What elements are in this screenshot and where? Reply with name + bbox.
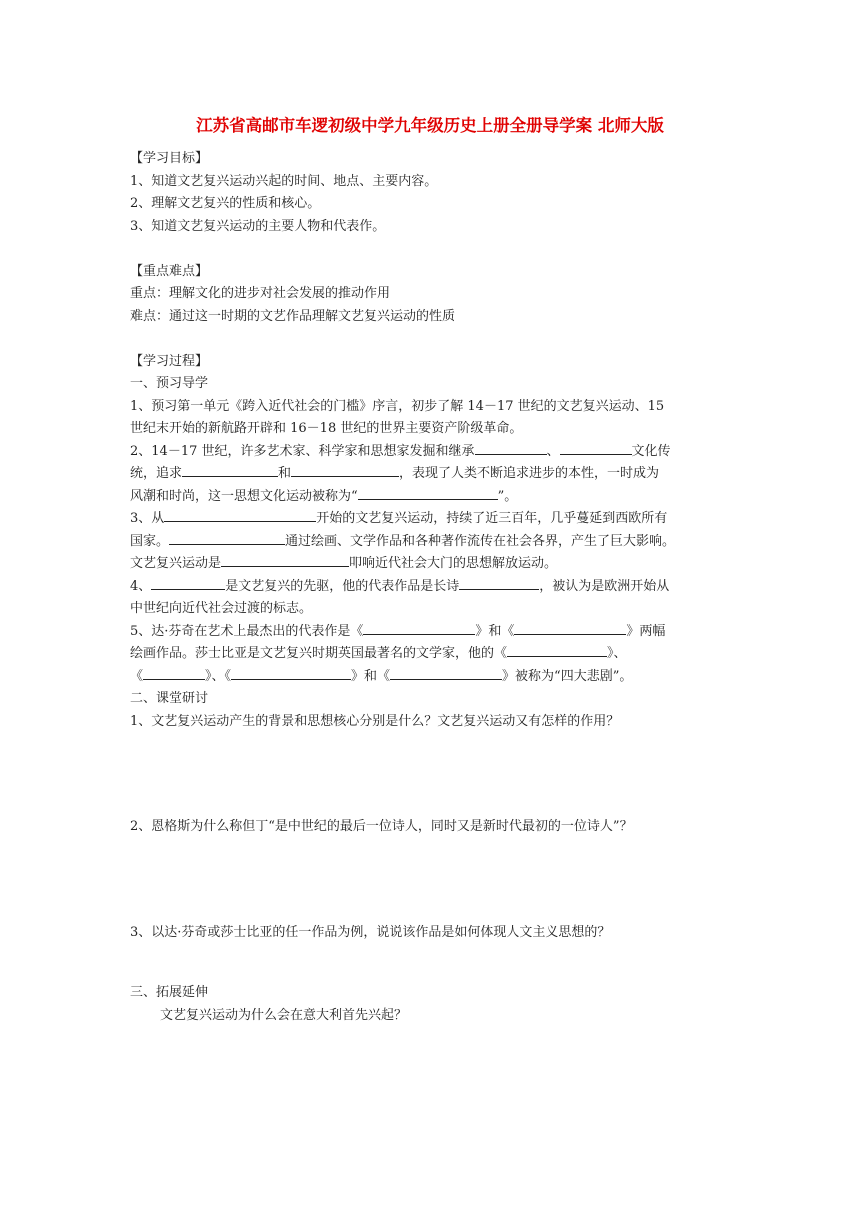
objective-item: 1、知道文艺复兴运动兴起的时间、地点、主要内容。 xyxy=(130,173,438,189)
spacer xyxy=(130,328,730,351)
fill-blank[interactable] xyxy=(164,508,316,522)
preview-heading: 一、预习导学 xyxy=(130,376,209,391)
answer-space[interactable] xyxy=(130,733,730,816)
fill-blank[interactable] xyxy=(390,666,502,680)
preview-q3-line2: 国家。 通过绘画、文学作品和各种著作流传在社会各界，产生了巨大影响。 xyxy=(130,531,730,554)
extension-question: 文艺复兴运动为什么会在意大利首先兴起？ xyxy=(160,1007,408,1023)
spacer xyxy=(130,238,730,261)
classroom-question: 2、恩格斯为什么称但丁“是中世纪的最后一位诗人，同时又是新时代最初的一位诗人”？ xyxy=(130,819,633,834)
preview-q2-line1: 2、14－17 世纪，许多艺术家、科学家和思想家发掘和继承 、 文化传 xyxy=(130,441,730,464)
fill-blank[interactable] xyxy=(291,463,399,477)
fill-blank[interactable] xyxy=(560,441,632,455)
preview-q3-line1: 3、从 开始的文艺复兴运动，持续了近三百年，几乎蔓延到西欧所有 xyxy=(130,508,730,531)
process-heading: 【学习过程】 xyxy=(130,353,209,369)
preview-q4-line2: 中世纪向近代社会过渡的标志。 xyxy=(130,601,313,616)
preview-q3-line3: 文艺复兴运动是 叩响近代社会大门的思想解放运动。 xyxy=(130,553,730,576)
fill-blank[interactable] xyxy=(143,666,205,680)
preview-q5-line2: 绘画作品。莎士比亚是文艺复兴时期英国最著名的文学家，他的《 》、 xyxy=(130,643,730,666)
key-point: 重点：理解文化的进步对社会发展的推动作用 xyxy=(130,286,391,301)
preview-q1-line2: 世纪末开始的新航路开辟和 16－18 世纪的世界主要资产阶级革命。 xyxy=(130,421,523,436)
fill-blank[interactable] xyxy=(507,643,607,657)
preview-q4-line1: 4、 是文艺复兴的先驱，他的代表作品是长诗 ，被认为是欧洲开始从 xyxy=(130,576,730,599)
fill-blank[interactable] xyxy=(231,666,351,680)
preview-q2-line2: 统，追求 和 ，表现了人类不断追求进步的本性，一时成为 xyxy=(130,463,730,486)
classroom-question: 3、以达·芬奇或莎士比亚的任一作品为例，说说该作品是如何体现人文主义思想的？ xyxy=(130,924,611,940)
objective-item: 3、知道文艺复兴运动的主要人物和代表作。 xyxy=(130,218,386,234)
extension-heading: 三、拓展延伸 xyxy=(130,985,209,1000)
objectives-heading: 【学习目标】 xyxy=(130,151,209,166)
document-page xyxy=(130,114,730,1027)
fill-blank[interactable] xyxy=(221,553,349,567)
answer-space[interactable] xyxy=(130,944,730,982)
fill-blank[interactable] xyxy=(169,531,285,545)
fill-blank[interactable] xyxy=(363,621,475,635)
document-title: 江苏省高邮市车逻初级中学九年级历史上册全册导学案 北师大版 xyxy=(196,116,664,135)
classroom-heading: 二、课堂研讨 xyxy=(130,691,209,706)
answer-space[interactable] xyxy=(130,839,730,922)
preview-q2-line3: 风潮和时尚，这一思想文化运动被称为“ ”。 xyxy=(130,486,730,509)
preview-q1-line1: 1、预习第一单元《跨入近代社会的门槛》序言，初步了解 14－17 世纪的文艺复兴运动、15 xyxy=(130,398,665,414)
fill-blank[interactable] xyxy=(475,441,547,455)
preview-q5-line1: 5、达·芬奇在艺术上最杰出的代表作是《 》和《 》两幅 xyxy=(130,621,730,644)
classroom-question: 1、文艺复兴运动产生的背景和思想核心分别是什么？文艺复兴运动又有怎样的作用？ xyxy=(130,713,620,729)
fill-blank[interactable] xyxy=(514,621,626,635)
fill-blank[interactable] xyxy=(358,486,498,500)
fill-blank[interactable] xyxy=(182,463,278,477)
fill-blank[interactable] xyxy=(151,576,225,590)
preview-q5-line3: 《 》、《 》和《 》被称为“四大悲剧”。 xyxy=(130,666,730,689)
difficult-point: 难点：通过这一时期的文艺作品理解文艺复兴运动的性质 xyxy=(130,308,456,324)
keypoints-heading: 【重点难点】 xyxy=(130,263,209,279)
fill-blank[interactable] xyxy=(459,576,539,590)
objective-item: 2、理解文艺复兴的性质和核心。 xyxy=(130,196,321,211)
